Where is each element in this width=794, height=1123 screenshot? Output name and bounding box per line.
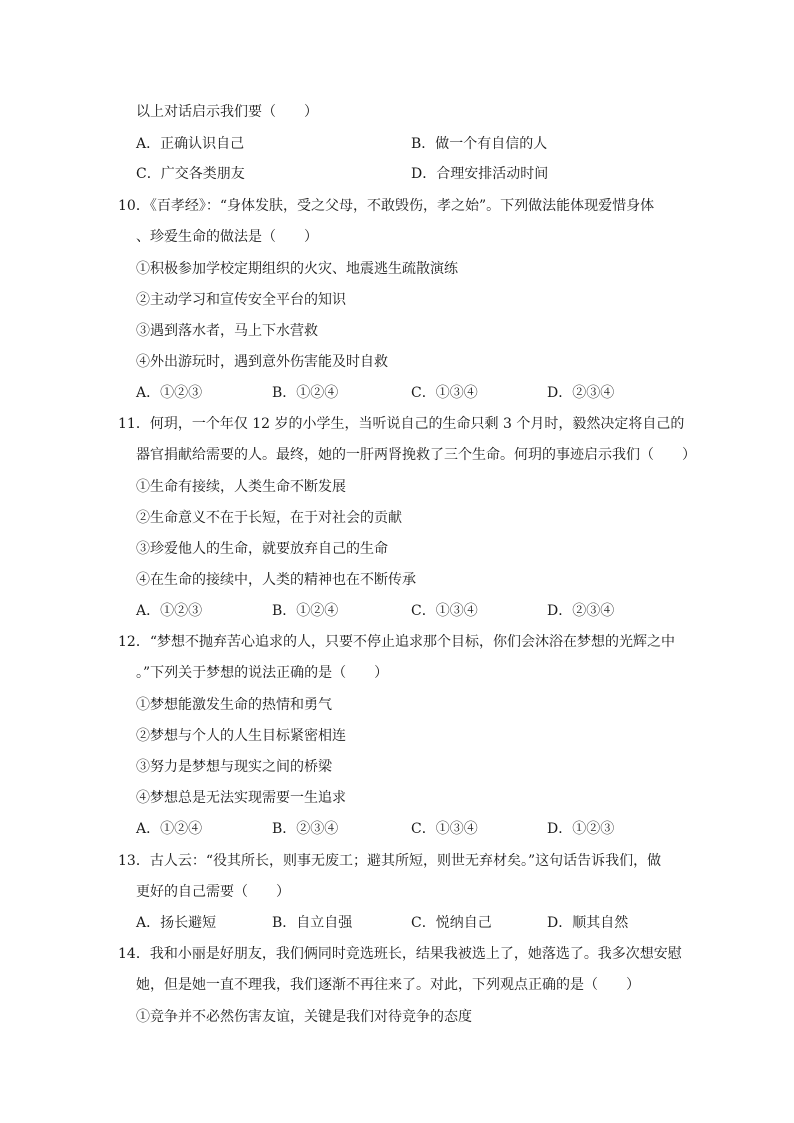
q12-item-3: ③努力是梦想与现实之间的桥梁: [136, 759, 332, 775]
q9-option-c: C．广交各类朋友: [136, 166, 245, 182]
q10-stem-line2: 、珍爱生命的做法是（ ）: [136, 229, 318, 245]
q10-item-3: ③遇到落水者，马上下水营救: [136, 323, 318, 339]
q12-stem-line1: 12．“梦想不抛弃苦心追求的人，只要不停止追求那个目标，你们会沐浴在梦想的光辉之中: [118, 634, 675, 650]
q11-item-3: ③珍爱他人的生命，就要放弃自己的生命: [136, 541, 388, 557]
q12-item-4: ④梦想总是无法实现需要一生追求: [136, 790, 346, 806]
q14-stem-line2: 她，但是她一直不理我，我们逐渐不再往来了。对此，下列观点正确的是（ ）: [136, 977, 640, 993]
q11-option-b: B．①②④: [272, 603, 339, 619]
q13-stem-line1: 13．古人云：“役其所长，则事无废工；避其所短，则世无弃材矣。”这句话告诉我们，做: [118, 853, 662, 869]
q12-option-d: D．①②③: [547, 821, 615, 837]
q10-stem-line1: 10．《百孝经》：“身体发肤，受之父母，不敢毁伤，孝之始”。下列做法能体现爱惜身体: [118, 198, 655, 214]
q11-option-a: A．①②③: [136, 603, 203, 619]
q13-option-b: B．自立自强: [272, 915, 353, 931]
q10-option-a: A．①②③: [136, 385, 203, 401]
q13-option-d: D．顺其自然: [547, 915, 629, 931]
q12-item-2: ②梦想与个人的人生目标紧密相连: [136, 728, 346, 744]
q9-option-d: D．合理安排活动时间: [411, 166, 549, 182]
q11-stem-line2: 器官捐献给需要的人。最终，她的一肝两肾挽救了三个生命。何玥的事迹启示我们（ ）: [136, 447, 696, 463]
q12-option-b: B．②③④: [272, 821, 339, 837]
q9-option-b: B．做一个有自信的人: [411, 136, 548, 152]
q11-option-c: C．①③④: [411, 603, 478, 619]
q11-item-4: ④在生命的接续中，人类的精神也在不断传承: [136, 572, 416, 588]
q9-stem-tail: 以上对话启示我们要（ ）: [136, 104, 318, 120]
q11-stem-line1: 11．何玥，一个年仅 12 岁的小学生，当听说自己的生命只剩 3 个月时，毅然决定将自己的: [118, 416, 685, 432]
q12-option-a: A．①②④: [136, 821, 203, 837]
q10-option-c: C．①③④: [411, 385, 478, 401]
q13-stem-line2: 更好的自己需要（ ）: [136, 884, 290, 900]
q13-option-a: A．扬长避短: [136, 915, 217, 931]
q10-option-d: D．②③④: [547, 385, 615, 401]
q14-stem-line1: 14．我和小丽是好朋友，我们俩同时竞选班长，结果我被选上了，她落选了。我多次想安慰: [118, 946, 682, 962]
q11-option-d: D．②③④: [547, 603, 615, 619]
q12-option-c: C．①③④: [411, 821, 478, 837]
q10-option-b: B．①②④: [272, 385, 339, 401]
q11-item-2: ②生命意义不在于长短，在于对社会的贡献: [136, 510, 402, 526]
q9-option-a: A．正确认识自己: [136, 136, 245, 152]
q10-item-4: ④外出游玩时，遇到意外伤害能及时自救: [136, 354, 388, 370]
q10-item-1: ①积极参加学校定期组织的火灾、地震逃生疏散演练: [136, 261, 458, 277]
q14-item-1: ①竞争并不必然伤害友谊，关键是我们对待竞争的态度: [136, 1009, 472, 1025]
q10-item-2: ②主动学习和宣传安全平台的知识: [136, 292, 346, 308]
q12-item-1: ①梦想能激发生命的热情和勇气: [136, 697, 332, 713]
q11-item-1: ①生命有接续，人类生命不断发展: [136, 479, 346, 495]
q12-stem-line2: 。”下列关于梦想的说法正确的是（ ）: [136, 665, 389, 681]
q13-option-c: C．悦纳自己: [411, 915, 492, 931]
